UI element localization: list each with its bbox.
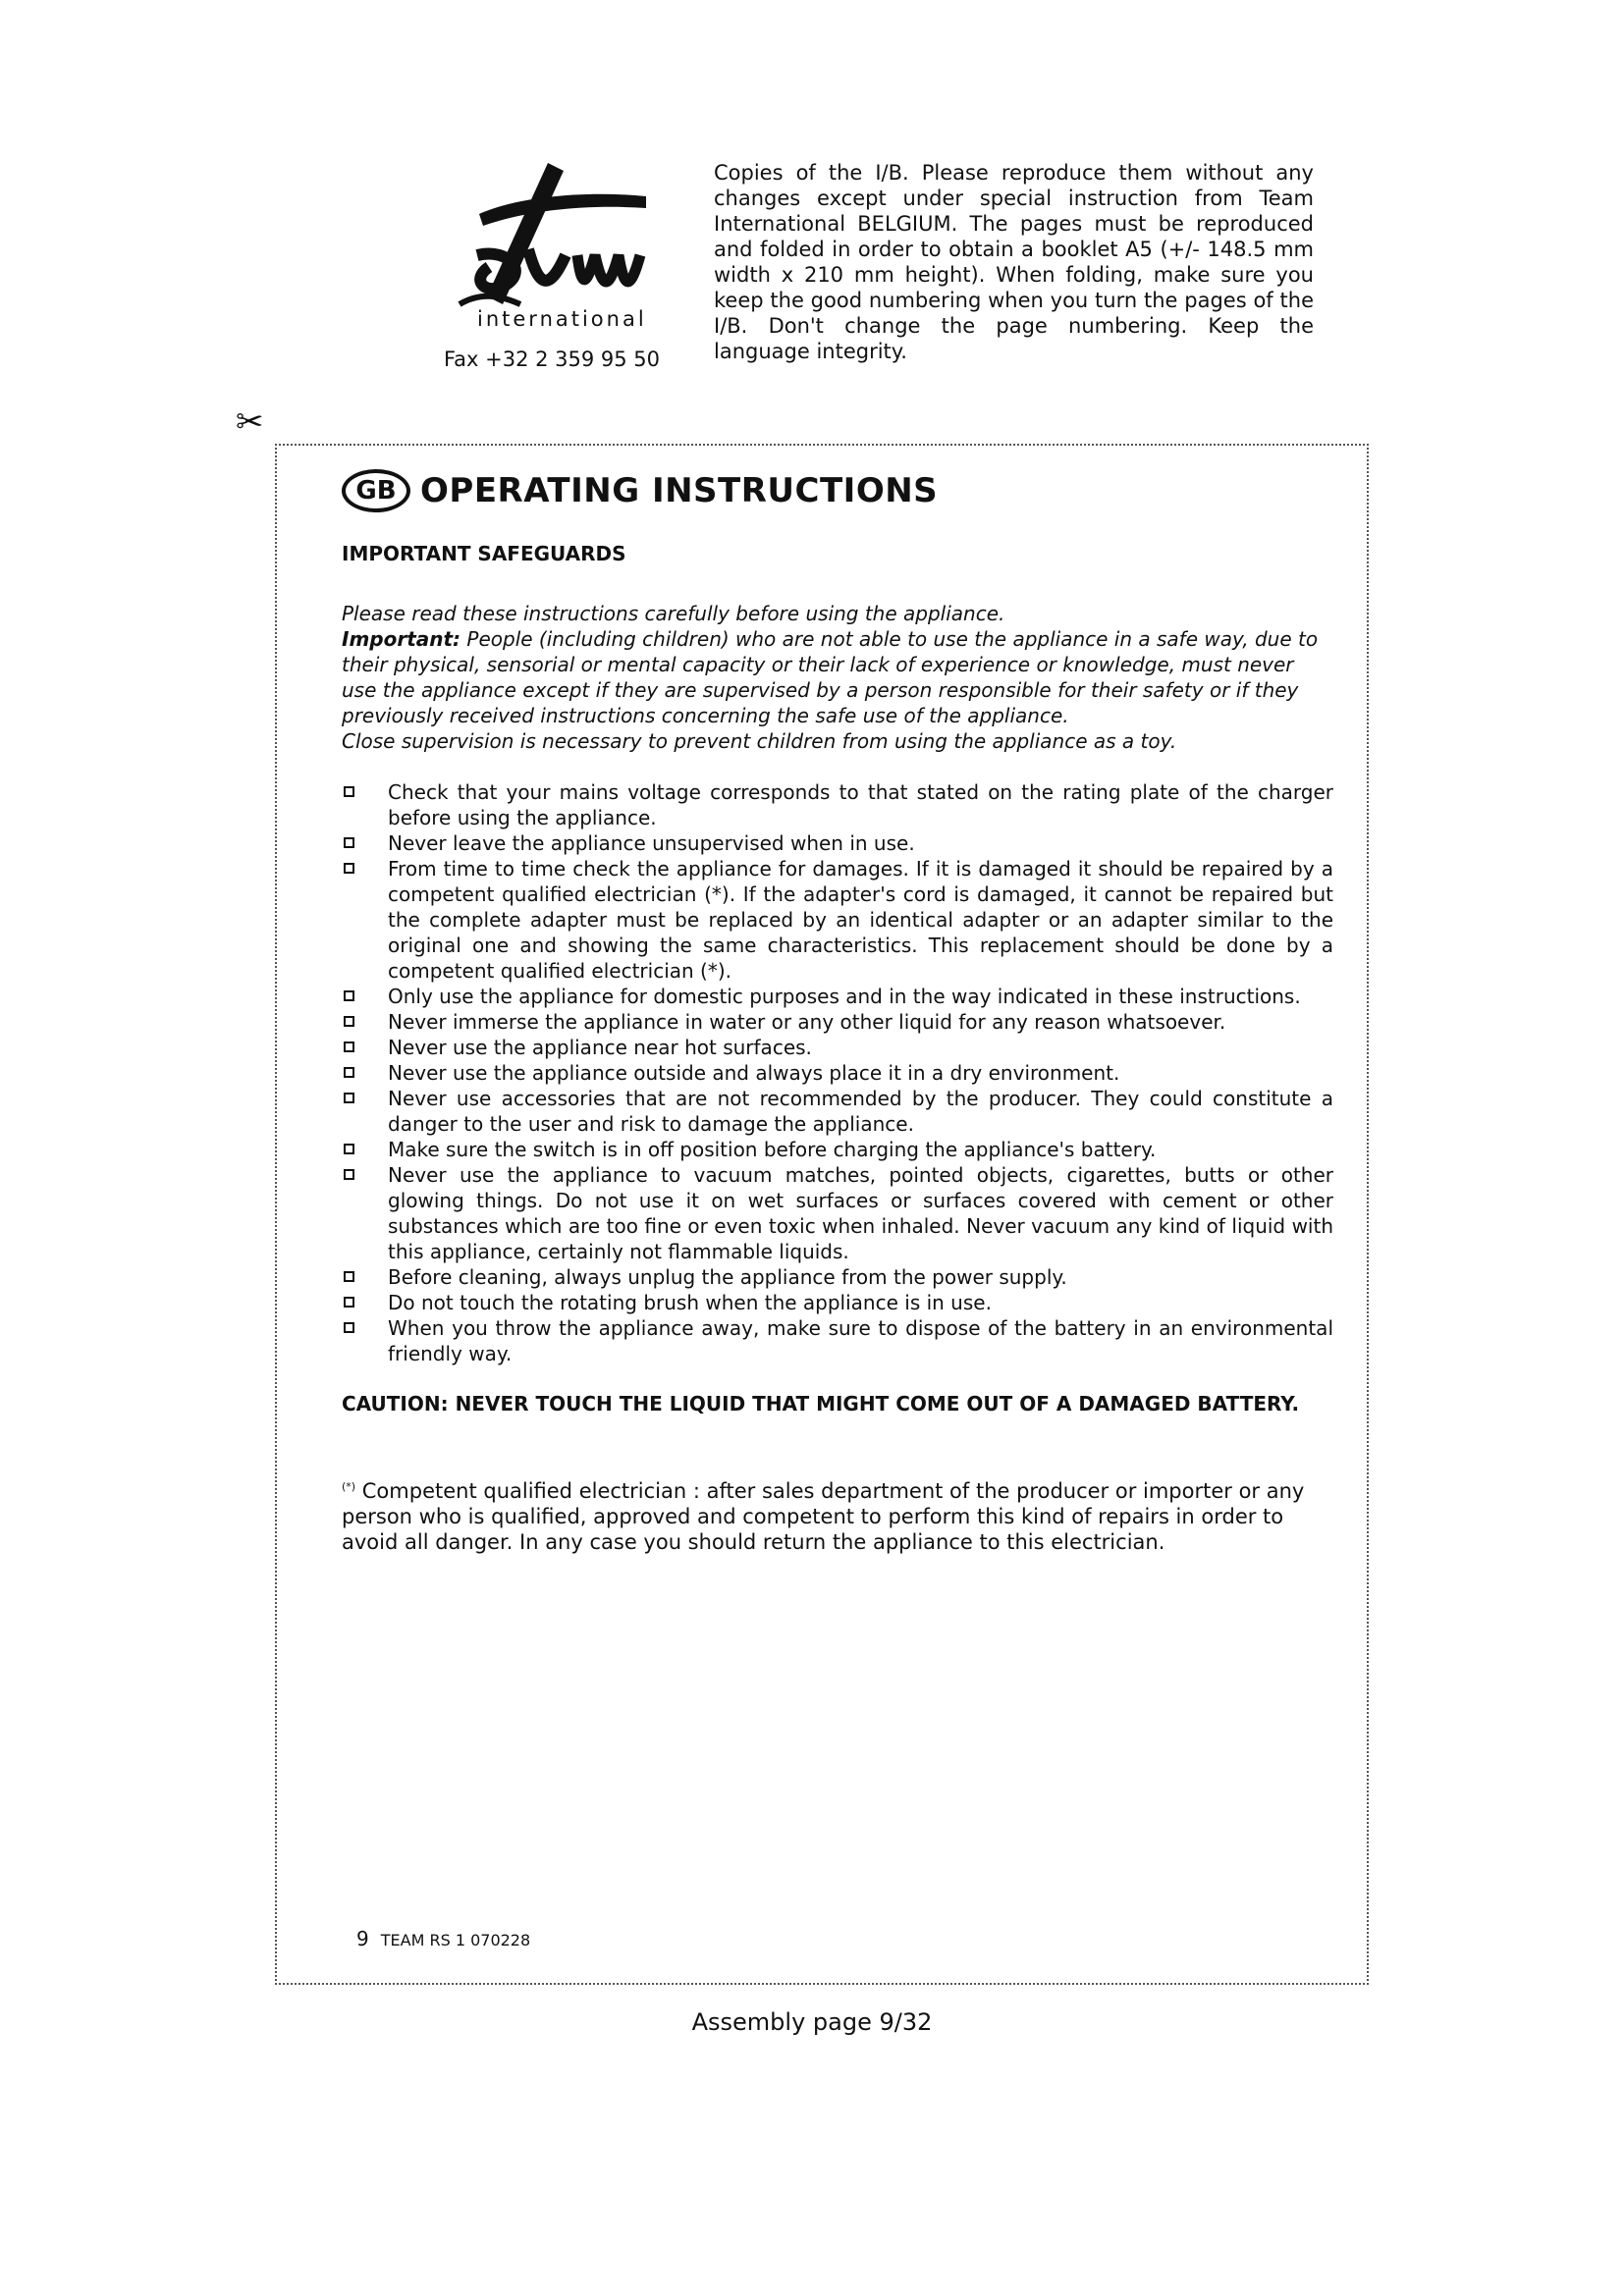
checkbox-bullet-icon xyxy=(344,863,354,874)
checkbox-bullet-icon xyxy=(344,837,354,848)
checkbox-bullet-icon xyxy=(344,1093,354,1103)
svg-text:international: international xyxy=(477,307,647,331)
list-item xyxy=(342,1264,1333,1290)
page-number: 9 xyxy=(356,1927,369,1950)
language-badge: GB xyxy=(342,469,410,512)
list-item xyxy=(342,1315,1333,1366)
checkbox-bullet-icon xyxy=(344,786,354,797)
list-item-text: Never leave the appliance unsupervised when in use. xyxy=(388,831,915,855)
list-item-text: Before cleaning, always unplug the appliance from the power supply. xyxy=(388,1265,1067,1289)
list-item-text: Only use the appliance for domestic purposes and in the way indicated in these instructions. xyxy=(388,985,1301,1008)
important-label: Important: xyxy=(342,627,461,651)
page-footer xyxy=(356,1927,530,1950)
checkbox-bullet-icon xyxy=(344,1144,354,1154)
supervision-text: Close supervision is necessary to prevent children from using the appliance as a toy. xyxy=(342,729,1177,753)
list-item xyxy=(342,1060,1333,1086)
operating-instructions xyxy=(342,469,1333,1555)
list-item-text: Make sure the switch is in off position before charging the appliance's battery. xyxy=(388,1138,1157,1161)
list-item xyxy=(342,1290,1333,1315)
footnote-marker: (*) xyxy=(342,1480,356,1493)
list-item-text: Never immerse the appliance in water or any other liquid for any reason whatsoever. xyxy=(388,1010,1226,1034)
list-item xyxy=(342,1137,1333,1162)
list-item-text: Check that your mains voltage corresponds to that stated on the rating plate of the charger before using the appliance. xyxy=(388,780,1333,829)
intro-paragraph xyxy=(342,601,1333,754)
footnote-text: Competent qualified electrician : after sales department of the producer or importer or any person who is qualified, approved and competent to perform this kind of repairs in order to avoid all danger. In any case you should return the appliance to this electrician. xyxy=(342,1479,1305,1554)
list-item xyxy=(342,856,1333,984)
page-title xyxy=(342,469,1333,512)
list-item-text: Never use the appliance to vacuum matches, pointed objects, cigarettes, butts or other glowing things. Do not use it on wet surfaces or surfaces covered with cement or other substances which are too fine or even toxic when inhaled. Never vacuum any kind of liquid with this appliance, certainly not flammable liquids. xyxy=(388,1163,1333,1263)
checkbox-bullet-icon xyxy=(344,1322,354,1333)
checkbox-bullet-icon xyxy=(344,1169,354,1180)
list-item xyxy=(342,1086,1333,1137)
title-text: OPERATING INSTRUCTIONS xyxy=(420,471,939,510)
fax-number: Fax +32 2 359 95 50 xyxy=(444,347,661,371)
important-paragraph xyxy=(342,626,1333,728)
caution-notice: CAUTION: NEVER TOUCH THE LIQUID THAT MIGHT COME OUT OF A DAMAGED BATTERY. xyxy=(342,1392,1300,1415)
list-item-text: Never use accessories that are not recommended by the producer. They could constitute a danger to the user and risk to damage the appliance. xyxy=(388,1087,1333,1136)
list-item xyxy=(342,1035,1333,1060)
checkbox-bullet-icon xyxy=(344,1067,354,1078)
list-item xyxy=(342,779,1333,830)
checkbox-bullet-icon xyxy=(344,1041,354,1052)
assembly-page-label: Assembly page 9/32 xyxy=(691,2008,933,2036)
checkbox-bullet-icon xyxy=(344,1271,354,1282)
checkbox-bullet-icon xyxy=(344,1297,354,1308)
team-international-logo xyxy=(401,157,656,344)
list-item-text: Do not touch the rotating brush when the appliance is in use. xyxy=(388,1291,992,1314)
section-heading: IMPORTANT SAFEGUARDS xyxy=(342,542,626,565)
list-item xyxy=(342,984,1333,1009)
list-item-text: Never use the appliance near hot surfaces. xyxy=(388,1036,812,1059)
list-item xyxy=(342,1009,1333,1035)
checkbox-bullet-icon xyxy=(344,1016,354,1027)
scissors-icon: ✂ xyxy=(236,402,264,442)
safeguards-list xyxy=(342,779,1333,1366)
list-item-text: When you throw the appliance away, make sure to dispose of the battery in an environmental friendly way. xyxy=(388,1316,1333,1365)
intro-line: Please read these instructions carefully before using the appliance. xyxy=(342,602,1005,625)
checkbox-bullet-icon xyxy=(344,990,354,1001)
document-code: TEAM RS 1 070228 xyxy=(380,1931,531,1949)
reproduction-note: Copies of the I/B. Please reproduce them without any changes except under special instruction from Team International BELGIUM. The pages must be reproduced and folded in order to obtain a booklet A5 (+/- 148.5 mm width x 210 mm height). When folding, make sure you keep the good numbering when you turn the pages of the I/B. Don't change the page numbering. Keep the language integrity. xyxy=(714,161,1314,363)
list-item-text: From time to time check the appliance for damages. If it is damaged it should be repaired by a competent qualified electrician (*). If the adapter's cord is damaged, it cannot be repaired but the complete adapter must be replaced by an identical adapter or an adapter similar to the original one and showing the same characteristics. This replacement should be done by a competent qualified electrician (*). xyxy=(388,857,1333,983)
list-item-text: Never use the appliance outside and always place it in a dry environment. xyxy=(388,1061,1120,1085)
important-text: People (including children) who are not able to use the appliance in a safe way, due to their physical, sensorial or mental capacity or their lack of experience or knowledge, must never use the appliance except if they are supervised by a person responsible for their safety or if they previously received instructions concerning the safe use of the appliance. xyxy=(342,627,1319,727)
list-item xyxy=(342,830,1333,856)
list-item xyxy=(342,1162,1333,1264)
footnote xyxy=(342,1474,1333,1555)
